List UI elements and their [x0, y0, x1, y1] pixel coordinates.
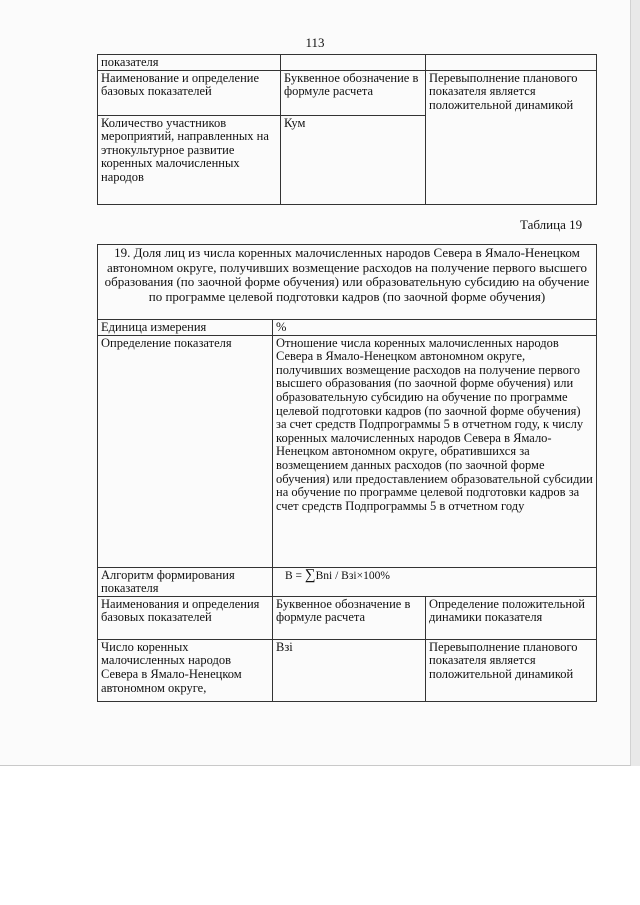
- row-name-cell: Количество участников мероприятий, направленных на этнокультурное развитие коренных малочисленных народов: [98, 115, 281, 204]
- definition-text: Отношение числа коренных малочисленных народов Севера в Ямало-Ненецком автономном округе, получивших возмещение расходов на получение первого высшего образования (по заочной форме обучения) или образовательную субсидию на обучение по программе целевой подготовки кадров (по заочной форме обучения) за счет средств Подпрограммы 5 в отчетном году, к числу коренных малочисленных народов Севера в Ямало-Ненецком автономном округе, обратившихся за возмещением данных расходов (по заочной форме обучения) или предоставлением образовательной субсидии на обучение по программе целевой подготовки кадров за счет средств Подпрограммы 5 в отчетном году: [273, 335, 597, 567]
- algorithm-label: Алгоритм формирования показателя: [98, 567, 273, 596]
- definition-label: Определение показателя: [98, 335, 273, 567]
- continued-table: [97, 54, 597, 205]
- row-symbol-cell: Кум: [281, 115, 426, 204]
- unit-label: Единица измерения: [98, 320, 273, 336]
- row-dynamics-cell: Перевыполнение планового показателя является положительной динамикой: [426, 639, 597, 701]
- column-header-names: Наименования и определения базовых показателей: [98, 596, 273, 639]
- page-number: 113: [305, 35, 325, 50]
- empty-cell: [281, 55, 426, 71]
- table-19: [97, 244, 597, 702]
- formula-left: В =: [285, 569, 305, 582]
- blank-area: [0, 766, 640, 905]
- column-header-names: Наименование и определение базовых показателей: [98, 70, 281, 115]
- header-fragment-cell: показателя: [98, 55, 281, 71]
- table-title: 19. Доля лиц из числа коренных малочисленных народов Севера в Ямало-Ненецком автономном округе, получивших возмещение расходов на получение первого высшего образования (по заочной форме обучения) или образовательную субсидию на обучение по программе целевой подготовки кадров (по заочной форме обучения): [98, 245, 597, 320]
- column-header-symbol: Буквенное обозначение в формуле расчета: [281, 70, 426, 115]
- formula: [273, 567, 597, 596]
- sum-symbol: ∑: [304, 567, 316, 583]
- column-header-dynamics: Определение положительной динамики показателя: [426, 596, 597, 639]
- empty-cell: [426, 55, 597, 71]
- row-name-cell: Число коренных малочисленных народов Севера в Ямало-Ненецком автономном округе,: [98, 639, 273, 701]
- column-header-symbol: Буквенное обозначение в формуле расчета: [273, 596, 426, 639]
- table-caption: Таблица 19: [520, 217, 583, 232]
- row-symbol-cell: Взi: [273, 639, 426, 701]
- dynamics-cell: Перевыполнение планового показателя является положительной динамикой: [426, 70, 597, 204]
- formula-right: Вni / Взi×100%: [315, 569, 390, 582]
- unit-value: %: [273, 320, 597, 336]
